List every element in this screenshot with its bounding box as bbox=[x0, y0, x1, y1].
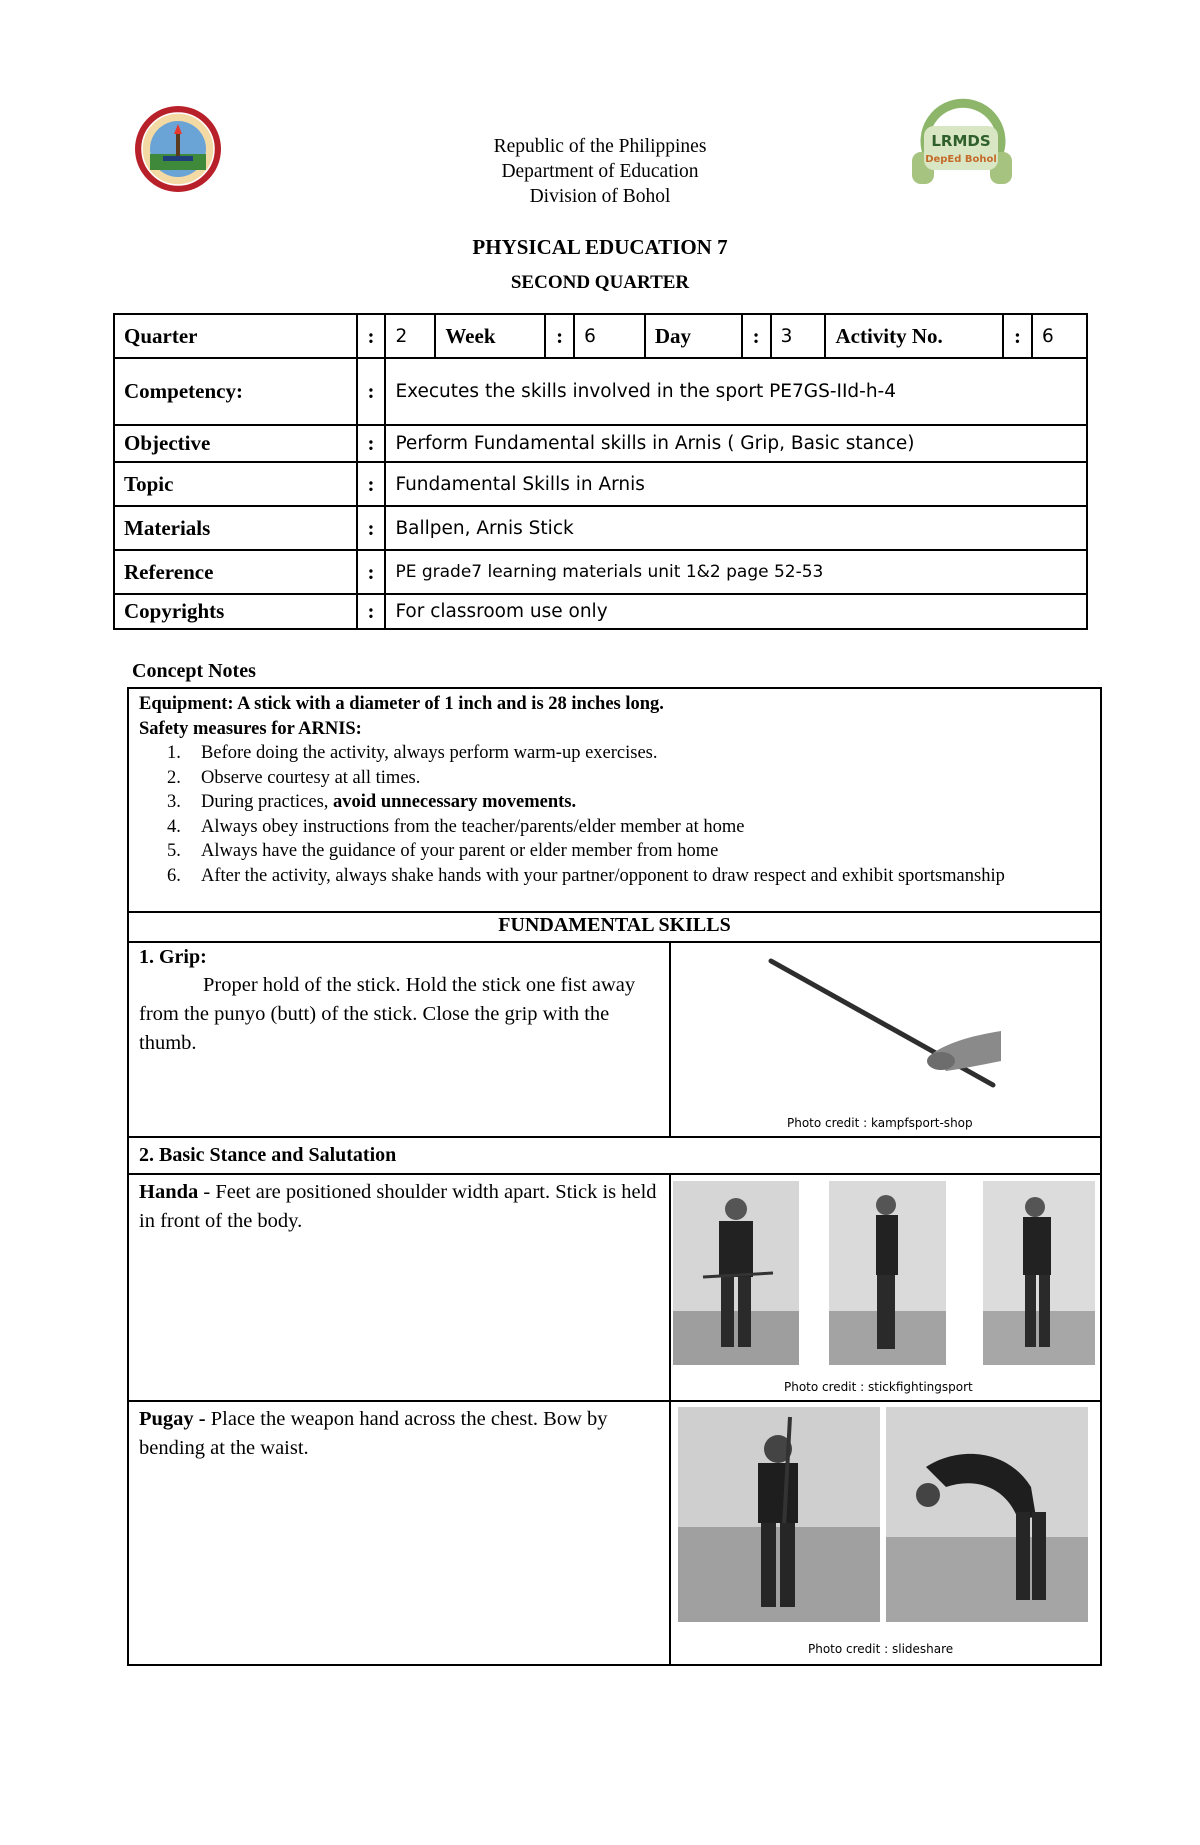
activity-value: 6 bbox=[1032, 314, 1087, 358]
list-item: 6. After the activity, always shake hands with your partner/opponent to draw respect and exhibit sportsmanship bbox=[167, 865, 1005, 886]
grip-row bbox=[128, 942, 1101, 1137]
document-title: PHYSICAL EDUCATION 7 bbox=[472, 235, 728, 259]
header-line-department: Department of Education bbox=[501, 161, 699, 182]
objective-label: Objective bbox=[114, 425, 357, 462]
colon: : bbox=[545, 314, 574, 358]
grip-photo bbox=[761, 953, 1021, 1093]
colon: : bbox=[742, 314, 771, 358]
pugay-photo-cell bbox=[670, 1401, 1101, 1665]
pugay-row bbox=[128, 1401, 1101, 1665]
header-line-republic: Republic of the Philippines bbox=[493, 136, 707, 157]
concept-notes-table bbox=[127, 687, 1102, 1666]
colon: : bbox=[357, 425, 386, 462]
colon: : bbox=[1003, 314, 1032, 358]
list-item: 3. During practices, avoid unnecessary movements. bbox=[167, 792, 577, 812]
safety-row bbox=[128, 688, 1101, 912]
header-line-division: Division of Bohol bbox=[529, 186, 671, 207]
colon: : bbox=[357, 506, 386, 550]
handa-description: - Feet are positioned shoulder width apart. Stick is held in front of the body. bbox=[139, 1181, 657, 1232]
reference-value: PE grade7 learning materials unit 1&2 page 52-53 bbox=[385, 550, 1087, 594]
competency-value: Executes the skills involved in the sport PE7GS-IId-h-4 bbox=[385, 358, 1087, 425]
colon: : bbox=[357, 594, 386, 629]
info-row-competency bbox=[114, 358, 1087, 425]
lrmds-logo-subtext: DepEd Bohol bbox=[925, 154, 997, 165]
materials-value: Ballpen, Arnis Stick bbox=[385, 506, 1087, 550]
handa-row bbox=[128, 1174, 1101, 1401]
colon: : bbox=[357, 358, 386, 425]
info-row-topic bbox=[114, 462, 1087, 506]
handa-photo-cell bbox=[670, 1174, 1101, 1401]
competency-label: Competency: bbox=[114, 358, 357, 425]
activity-label: Activity No. bbox=[825, 314, 1003, 358]
materials-label: Materials bbox=[114, 506, 357, 550]
safety-cell bbox=[128, 688, 1101, 912]
grip-text-cell bbox=[128, 942, 670, 1137]
grip-title: 1. Grip: bbox=[139, 946, 207, 968]
handa-photo-front bbox=[673, 1181, 799, 1365]
info-row-copyrights bbox=[114, 594, 1087, 629]
copyrights-value: For classroom use only bbox=[385, 594, 1087, 629]
week-value: 6 bbox=[574, 314, 645, 358]
list-item: 4. Always obey instructions from the teacher/parents/elder member at home bbox=[167, 816, 745, 837]
objective-value: Perform Fundamental skills in Arnis ( Grip, Basic stance) bbox=[385, 425, 1087, 462]
grip-photo-credit: Photo credit : kampfsport-shop bbox=[786, 1116, 973, 1130]
equipment-note: Equipment: A stick with a diameter of 1 inch and is 28 inches long. bbox=[139, 694, 664, 714]
colon: : bbox=[357, 550, 386, 594]
list-item: 5. Always have the guidance of your parent or elder member from home bbox=[167, 841, 719, 861]
stance-heading-row bbox=[128, 1137, 1101, 1174]
document-header bbox=[0, 134, 1200, 209]
safety-list bbox=[139, 741, 1090, 888]
topic-value: Fundamental Skills in Arnis bbox=[385, 462, 1087, 506]
colon: : bbox=[357, 462, 386, 506]
lesson-info-table bbox=[113, 313, 1088, 630]
safety-title: Safety measures for ARNIS: bbox=[139, 718, 362, 739]
info-row-schedule bbox=[114, 314, 1087, 358]
pugay-photo-salute bbox=[678, 1407, 880, 1622]
stance-title: 2. Basic Stance and Salutation bbox=[128, 1137, 1101, 1174]
list-item: 1. Before doing the activity, always perform warm-up exercises. bbox=[167, 743, 658, 763]
document-subtitle: SECOND QUARTER bbox=[510, 272, 690, 293]
pugay-description: Place the weapon hand across the chest. Bow by bending at the waist. bbox=[139, 1408, 608, 1459]
concept-notes-heading: Concept Notes bbox=[132, 660, 256, 682]
colon: : bbox=[357, 314, 386, 358]
handa-photo-side bbox=[829, 1181, 946, 1365]
lrmds-logo-text: LRMDS bbox=[931, 132, 991, 150]
pugay-photo-credit: Photo credit : slideshare bbox=[807, 1642, 954, 1656]
grip-photo-cell bbox=[670, 942, 1101, 1137]
quarter-label: Quarter bbox=[114, 314, 357, 358]
topic-label: Topic bbox=[114, 462, 357, 506]
handa-photo-angle bbox=[983, 1181, 1095, 1365]
fundamental-heading-row bbox=[128, 912, 1101, 942]
list-item: 2. Observe courtesy at all times. bbox=[167, 767, 421, 788]
reference-label: Reference bbox=[114, 550, 357, 594]
handa-text-cell bbox=[128, 1174, 670, 1401]
copyrights-label: Copyrights bbox=[114, 594, 357, 629]
pugay-term: Pugay - bbox=[139, 1408, 206, 1430]
grip-description: Proper hold of the stick. Hold the stick one fist away from the punyo (butt) of the stick. Close the grip with the thumb. bbox=[139, 974, 636, 1054]
info-row-materials bbox=[114, 506, 1087, 550]
week-label: Week bbox=[435, 314, 545, 358]
info-row-objective bbox=[114, 425, 1087, 462]
handa-term: Handa bbox=[139, 1181, 199, 1203]
day-label: Day bbox=[645, 314, 742, 358]
quarter-value: 2 bbox=[385, 314, 435, 358]
info-row-reference bbox=[114, 550, 1087, 594]
pugay-photo-bow bbox=[886, 1407, 1088, 1622]
fundamental-skills-heading: FUNDAMENTAL SKILLS bbox=[128, 912, 1101, 942]
pugay-text-cell bbox=[128, 1401, 670, 1665]
day-value: 3 bbox=[771, 314, 826, 358]
handa-photo-credit: Photo credit : stickfightingsport bbox=[783, 1380, 973, 1394]
